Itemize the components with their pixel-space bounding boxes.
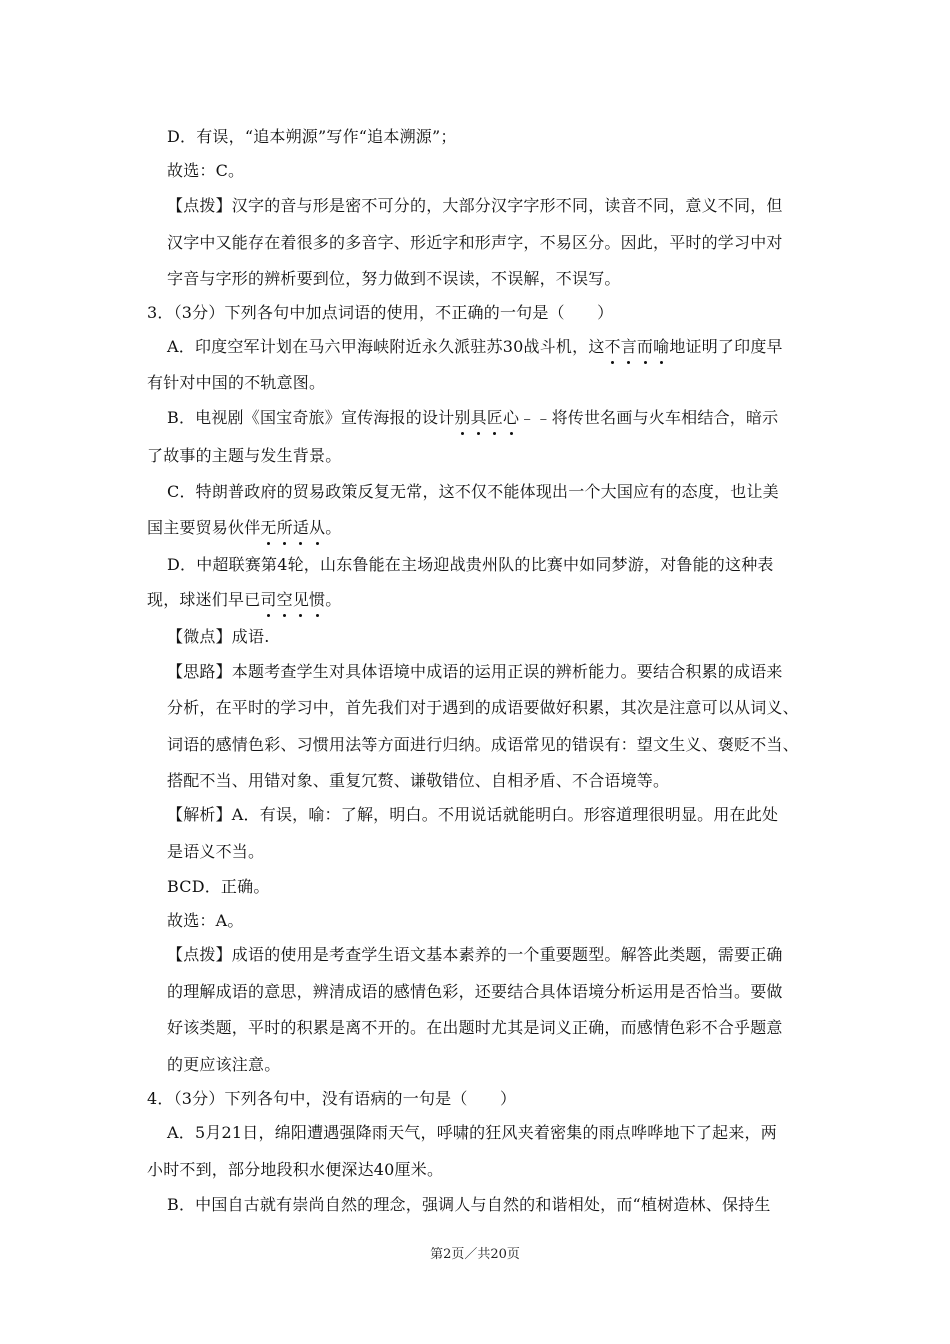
- text-line: 【微点】成语.: [167, 627, 270, 646]
- option-line: [167, 336, 783, 358]
- text-line: 汉字中又能存在着很多的多音字、形近字和形声字，不易区分。因此，平时的学习中对: [167, 233, 783, 252]
- text-line: 了故事的主题与发生背景。: [147, 446, 342, 465]
- text-line: D．有误，“追本朔源”写作“追本溯源”；: [167, 127, 457, 146]
- text-line: 的更应该注意。: [167, 1055, 281, 1074]
- option-text: ﹣﹣将传世名画与火车相结合，暗示: [519, 408, 779, 427]
- option-text: 。: [325, 590, 342, 609]
- option-text: 地证明了印度早: [669, 337, 783, 356]
- emphasis-char: 匠: [486, 408, 503, 427]
- dotted-phrase: [454, 408, 519, 427]
- text-line: A．5月21日，绵阳遭遇强降雨天气，呼啸的狂风夹着密集的雨点哗哗地下了起来，两: [167, 1123, 777, 1142]
- option-text: A．印度空军计划在马六甲海峡附近永久派驻苏30战斗机，这: [167, 337, 605, 356]
- option-text: B．电视剧《国宝奇旅》宣传海报的设计: [167, 408, 455, 427]
- emphasis-char: 空: [276, 590, 293, 609]
- dotted-phrase: [605, 337, 670, 356]
- emphasis-char: 喻: [653, 337, 670, 356]
- option-text: 现，球迷们早已: [147, 590, 261, 609]
- emphasis-char: 不: [604, 337, 621, 356]
- text-line: 【点拨】成语的使用是考查学生语文基本素养的一个重要题型。解答此类题，需要正确: [167, 945, 783, 964]
- emphasis-char: 无: [260, 518, 277, 537]
- text-line: 字音与字形的辨析要到位，努力做到不误读，不误解，不误写。: [167, 269, 621, 288]
- emphasis-char: 具: [470, 408, 487, 427]
- emphasis-char: 司: [260, 590, 277, 609]
- emphasis-char: 惯: [309, 590, 326, 609]
- emphasis-char: 而: [636, 337, 654, 356]
- text-line: 是语义不当。: [167, 842, 265, 861]
- option-text: 。: [325, 518, 342, 537]
- option-text: 国主要贸易伙伴: [147, 518, 261, 537]
- text-line: 【解析】A．有误，喻：了解，明白。不用说话就能明白。形容道理很明显。用在此处: [167, 805, 779, 824]
- emphasis-char: 所: [276, 518, 293, 537]
- text-line: 故选：C。: [167, 161, 245, 180]
- emphasis-char: 适: [292, 518, 310, 537]
- text-line: C．特朗普政府的贸易政策反复无常，这不仅不能体现出一个大国应有的态度，也让美: [167, 482, 779, 501]
- text-line: B．中国自古就有崇尚自然的理念，强调人与自然的和谐相处，而“植树造林、保持生: [167, 1195, 771, 1214]
- question-heading: 3．（3分）下列各句中加点词语的使用，不正确的一句是（ ）: [147, 303, 614, 322]
- text-line: 搭配不当、用错对象、重复冗赘、谦敬错位、自相矛盾、不合语境等。: [167, 771, 670, 790]
- option-line: [147, 517, 341, 539]
- text-line: 故选：A。: [167, 911, 244, 930]
- emphasis-char: 别: [454, 408, 471, 427]
- option-line: [167, 407, 778, 429]
- text-line: 小时不到，部分地段积水便深达40厘米。: [147, 1160, 444, 1179]
- dotted-phrase: [260, 590, 325, 609]
- question-heading: 4．（3分）下列各句中，没有语病的一句是（ ）: [147, 1089, 517, 1108]
- text-line: 分析，在平时的学习中，首先我们对于遇到的成语要做好积累，其次是注意可以从词义、: [167, 698, 799, 717]
- emphasis-char: 心: [502, 408, 520, 427]
- page-footer: 第2页／共20页: [430, 1247, 520, 1262]
- text-line: 词语的感情色彩、习惯用法等方面进行归纳。成语常见的错误有：望文生义、褒贬不当、: [167, 735, 799, 754]
- text-line: D．中超联赛第4轮，山东鲁能在主场迎战贵州队的比赛中如同梦游，对鲁能的这种表: [167, 555, 774, 574]
- text-line: 有针对中国的不轨意图。: [147, 373, 326, 392]
- dotted-phrase: [260, 518, 325, 537]
- text-line: 【点拨】汉字的音与形是密不可分的，大部分汉字字形不同，读音不同，意义不同，但: [167, 196, 783, 215]
- option-line: [147, 589, 341, 611]
- text-line: 好该类题，平时的积累是离不开的。在出题时尤其是词义正确，而感情色彩不合乎题意: [167, 1018, 783, 1037]
- text-line: BCD．正确。: [167, 877, 270, 896]
- text-line: 的理解成语的意思，辨清成语的感情色彩，还要结合具体语境分析运用是否恰当。要做: [167, 982, 783, 1001]
- emphasis-char: 从: [309, 518, 326, 537]
- emphasis-char: 见: [292, 590, 310, 609]
- emphasis-char: 言: [620, 337, 637, 356]
- text-line: 【思路】本题考查学生对具体语境中成语的运用正误的辨析能力。要结合积累的成语来: [167, 662, 783, 681]
